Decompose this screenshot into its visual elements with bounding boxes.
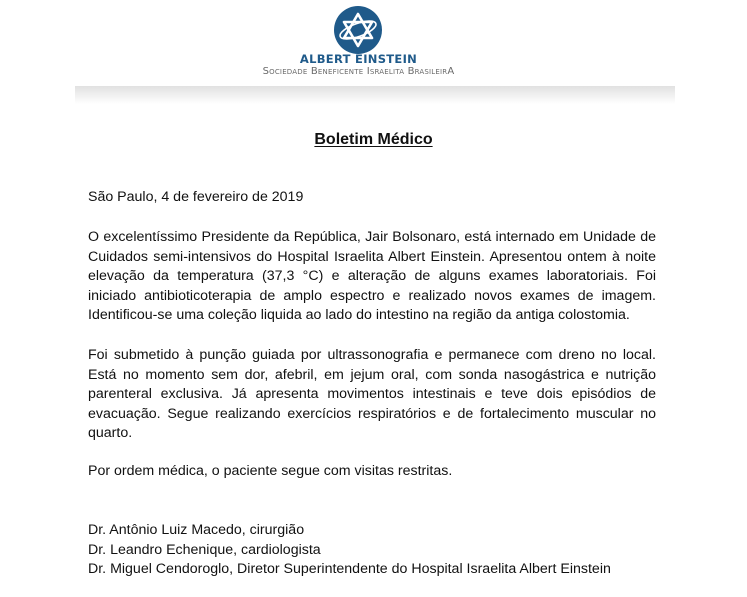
- header-divider-shadow: [75, 86, 675, 104]
- paragraph-1: O excelentíssimo Presidente da República, Jair Bolsonaro, está internado em Unidade de Cuidados semi-intensivos do Hospital Israelita Albert Einstein. Apresentou ontem à noite elevação da temperatura (37,3 °C) e alteração de alguns exames laboratoriais. Foi iniciado antibioticoterapia de amplo espectro e realizado novos exames de imagem. Identificou-se uma coleção liquida ao lado do intestino na região da antiga colostomia.: [88, 229, 656, 324]
- signature-block: [88, 521, 728, 580]
- signature-line: Dr. Miguel Cendoroglo, Diretor Superintendente do Hospital Israelita Albert Einstein: [88, 561, 611, 578]
- brand-subtitle: Sociedade Beneficente Israelita BrasileirA: [262, 66, 455, 77]
- document-title: Boletim Médico: [314, 131, 433, 148]
- letterhead: [0, 0, 747, 100]
- paragraph-2: Foi submetido à punção guiada por ultrassonografia e permanece com dreno no local. Está no momento sem dor, afebril, em jejum oral, com sonda nasogástrica e nutrição parenteral exclusiva. Já apresenta movimentos intestinais e teve dois episódios de evacuação. Segue realizando exercícios respiratórios e de fortalecimento muscular no quarto.: [88, 347, 656, 442]
- brand-name: ALBERT EINSTEIN: [299, 52, 418, 66]
- date-line: São Paulo, 4 de fevereiro de 2019: [88, 189, 304, 205]
- star-of-david-atom-logo-icon: [333, 5, 383, 55]
- signature-line: Dr. Leandro Echenique, cardiologista: [88, 541, 321, 558]
- paragraph-3: Por ordem médica, o paciente segue com visitas restritas.: [88, 463, 453, 479]
- signature-line: Dr. Antônio Luiz Macedo, cirurgião: [88, 522, 305, 538]
